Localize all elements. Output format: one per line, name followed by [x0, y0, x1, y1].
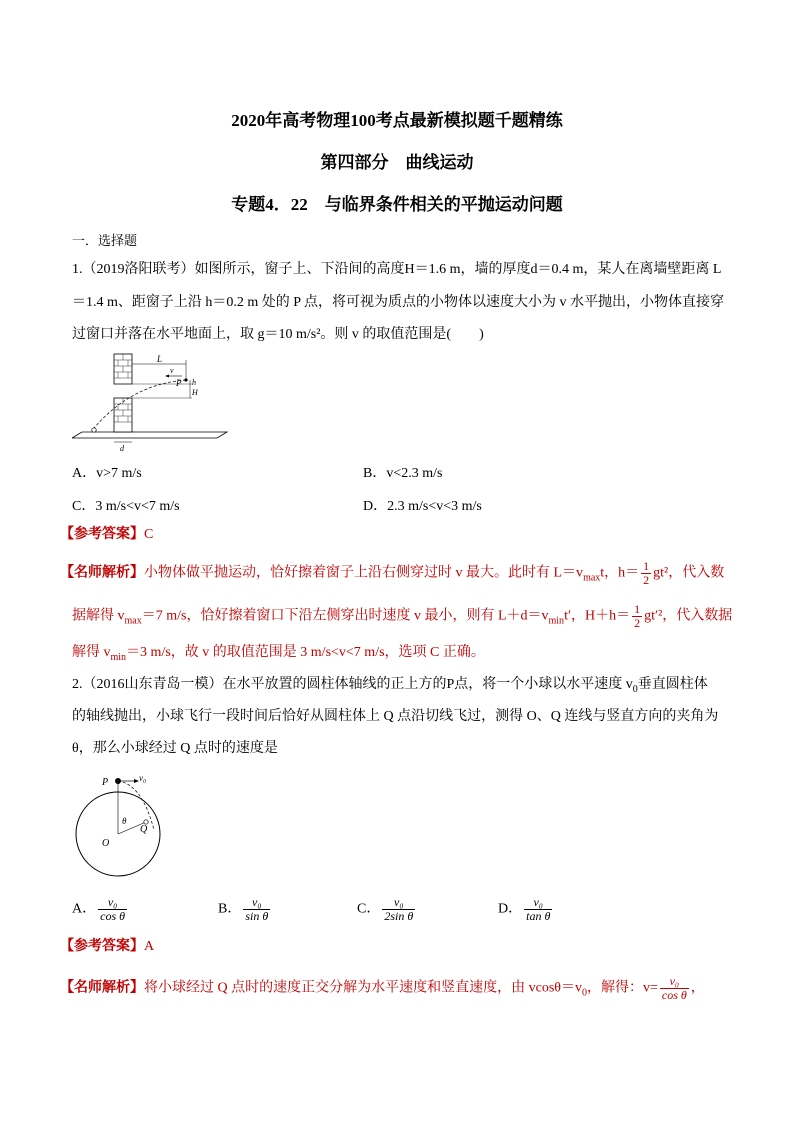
fig1-label-L: L [157, 354, 163, 364]
q1-analysis-2d: gt′²，代入数据 [644, 608, 733, 624]
q1-analysis-2sub2: min [548, 615, 565, 627]
q1-analysis-2b: ＝7 m/s，恰好擦着窗口下沿左侧穿出时速度 v 最小，则有 L＋d＝v [141, 608, 549, 624]
q2-figure [72, 768, 172, 888]
doc-title: 2020年高考物理100考点最新模拟题千题精练 [231, 111, 563, 130]
q2-option-d-label: D． [498, 901, 523, 917]
q1-analysis-tag: 【名师解析】 [60, 565, 144, 581]
q1-analysis-3a: 解得 v [72, 645, 111, 660]
q2-line-1a: 2.（2016山东青岛一模）在水平放置的圆柱体轴线的正上方的P点，将一个小球以水平速度 v [72, 677, 633, 692]
q1-analysis-2a: 据解得 v [72, 608, 125, 624]
q1-analysis-line-1 [60, 560, 724, 589]
q2-option-c [357, 896, 417, 923]
fig1-label-H: H [192, 388, 198, 397]
q2-answer-tag: 【参考答案】 [60, 939, 144, 954]
fig2-label-Q: Q [140, 824, 148, 835]
fig1-label-d: d [120, 444, 124, 452]
q2-line-1b: 垂直圆柱体 [637, 677, 708, 692]
q2-analysis-sub: 0 [581, 987, 587, 999]
q1-line-3: 过窗口并落在水平地面上，取 g＝10 m/s²。则 v 的取值范围是( ) [72, 327, 484, 342]
topic-title: 专题4．22 与临界条件相关的平抛运动问题 [231, 195, 563, 214]
fig1-label-h: h [192, 378, 196, 387]
fig1-label-P: P [176, 378, 182, 388]
q2-answer-value: A [144, 939, 155, 954]
q1-analysis-1sub: max [583, 572, 601, 584]
q1-analysis-3b: ＝3 m/s，故 v 的取值范围是 3 m/s<v<7 m/s，选项 C 正确。 [126, 645, 485, 660]
q2-option-b-label: B． [218, 901, 242, 917]
q1-option-d: D．2.3 m/s<v<3 m/s [363, 499, 482, 514]
q1-analysis-1b: t，h＝ [600, 565, 640, 581]
q2-option-a-label: A． [72, 901, 97, 917]
q2-analysis-tag: 【名师解析】 [60, 980, 144, 996]
q1-option-c: C．3 m/s<v<7 m/s [72, 499, 180, 514]
q2-line-1 [72, 675, 708, 700]
q2-option-d [498, 896, 554, 923]
q1-figure [72, 352, 232, 452]
q2-analysis-a: 将小球经过 Q 点时的速度正交分解为水平速度和竖直速度，由 vcosθ＝v [144, 980, 582, 996]
q2-option-a-frac: $\frac{\text{v₀}}{\text{cos θ}}$ [100, 895, 126, 923]
q1-answer-tag: 【参考答案】 [60, 527, 144, 542]
q1-analysis-3sub: min [110, 651, 127, 663]
q1-line-1: 1.（2019洛阳联考）如图所示，窗子上、下沿间的高度H＝1.6 m，墙的厚度d＝0.4 m，某人在离墙壁距离 L [72, 262, 722, 277]
part-title: 第四部分 曲线运动 [320, 153, 474, 172]
fig2-label-theta: θ [122, 816, 127, 826]
q1-analysis-1c: gt²，代入数 [653, 565, 725, 581]
q2-analysis-c: ， [690, 980, 705, 996]
q2-option-b [218, 896, 272, 923]
q1-half-2: $\frac{1}{2}$ [634, 602, 641, 630]
q2-line-3: θ，那么小球经过 Q 点时的速度是 [72, 741, 278, 756]
q2-analysis-b: ，解得：v= [586, 980, 658, 996]
q1-analysis-line-3 [72, 643, 485, 668]
q1-option-b: B．v<2.3 m/s [363, 466, 443, 481]
q2-option-d-frac: $\frac{\text{v₀}}{\text{tan θ}}$ [526, 895, 551, 923]
q2-line-1sub: 0 [632, 683, 638, 695]
q2-option-c-frac: $\frac{\text{v₀}}{\text{2sin θ}}$ [384, 895, 414, 923]
q1-analysis-line-2 [72, 603, 732, 632]
q2-line-2: 的轴线抛出，小球飞行一段时间后恰好从圆柱体上 Q 点沿切线飞过，测得 O、Q 连线与竖直方向的夹角为 [72, 709, 719, 724]
q1-answer [60, 525, 153, 545]
q1-analysis-2sub: max [124, 615, 142, 627]
q2-answer [60, 937, 154, 957]
q1-line-2: ＝1.4 m、距窗子上沿 h＝0.2 m 处的 P 点，将可视为质点的小物体以速度大小为 v 水平抛出，小物体直接穿 [72, 295, 725, 310]
fig1-label-v: v [170, 366, 174, 375]
q1-analysis-2c: t′，H＋h＝ [564, 608, 631, 624]
q2-analysis [60, 975, 705, 1004]
section-heading: 一．选择题 [72, 233, 138, 248]
fig2-label-P: P [102, 777, 109, 788]
fig2-label-v0: v₀ [139, 773, 147, 783]
q1-half-1: $\frac{1}{2}$ [643, 559, 650, 587]
q2-analysis-frac: $\frac{\text{v₀}}{\text{cos θ}}$ [661, 974, 687, 1002]
fig2-label-O: O [102, 838, 110, 849]
q1-analysis-1a: 小物体做平抛运动，恰好擦着窗子上沿右侧穿过时 v 最大。此时有 L＝v [144, 565, 584, 581]
q2-option-b-frac: $\frac{\text{v₀}}{\text{sin θ}}$ [245, 895, 269, 923]
q1-option-a: A．v>7 m/s [72, 466, 142, 481]
q2-option-a [72, 896, 129, 923]
q1-answer-value: C [144, 527, 154, 542]
q2-option-c-label: C． [357, 901, 381, 917]
